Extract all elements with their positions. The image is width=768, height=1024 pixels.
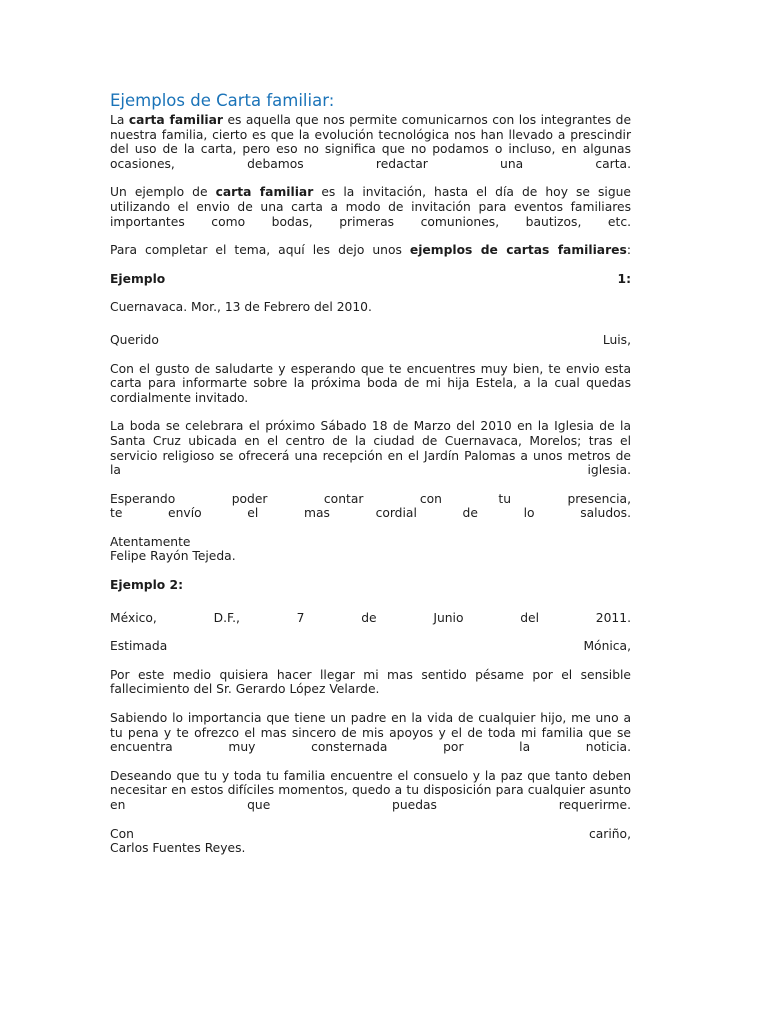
example-2-heading (110, 578, 631, 593)
example-1-closing-line-1: Esperando poder contar con tu presencia, (110, 491, 631, 506)
example-1-heading-word: Ejemplo (110, 271, 166, 286)
example-2-closing-tail: cariño, (589, 826, 631, 841)
example-1-closing-line-2: te envío el mas cordial de lo saludos. (110, 506, 631, 521)
intro-paragraph-1 (110, 113, 631, 171)
intro-p1-text-a: La (110, 113, 125, 127)
example-1-body-1-text: Con el gusto de saludarte y esperando que te encuentres muy bien, te envio esta carta para informarte sobre la próxima boda de mi hija Estela, a la cual quedas cordialmente invitado. (110, 361, 631, 405)
example-2-signature: Carlos Fuentes Reyes. (110, 841, 246, 856)
example-1-salutation-word: Querido (110, 332, 159, 347)
intro-p3-bold: ejemplos de cartas familiares (409, 243, 627, 258)
intro-p1-text-b: es aquella que nos permite comunicarnos con los integrantes de nuestra familia, cierto es que la evolución tecnológica nos han llevado a prescindir del uso de la carta, pero eso no significa que no podamos o incluso, en algunas ocasiones, debamos redactar una carta. (110, 113, 632, 171)
intro-p3-text-a: Para completar el tema, aquí les dejo unos (110, 243, 402, 258)
example-2-body-1 (110, 668, 631, 697)
example-2-date: México, D.F., 7 de Junio del 2011. (110, 610, 631, 625)
document-content (110, 91, 631, 856)
example-2-heading-text: Ejemplo 2: (110, 578, 183, 593)
example-2-salutation-word: Estimada (110, 639, 168, 654)
example-2-salutation (110, 639, 631, 654)
page-title: Ejemplos de Carta familiar: (110, 91, 335, 110)
intro-p2-text-b: es la invitación, hasta el día de hoy se sigue utilizando el envio de una carta a modo de invitación para eventos familiares importantes como bodas, primeras comuniones, bautizos, etc. (110, 185, 631, 229)
example-1-heading-number: 1: (617, 271, 631, 286)
intro-paragraph-2 (110, 185, 631, 229)
example-2-body-2 (110, 711, 631, 755)
example-2-closing (110, 827, 631, 842)
example-2-closing-word: Con (110, 826, 134, 841)
example-2-body-2-text: Sabiendo lo importancia que tiene un padre en la vida de cualquier hijo, me uno a tu pena y te ofrezco el mas sincero de mis apoyos y el de toda mi familia que se encuentra muy consternada por la noticia. (110, 711, 631, 755)
intro-paragraph-3 (110, 243, 631, 258)
example-1-date: Cuernavaca. Mor., 13 de Febrero del 2010. (110, 300, 372, 315)
example-1-signature: Felipe Rayón Tejeda. (110, 549, 236, 564)
example-1-closing (110, 492, 631, 521)
example-1-signoff: Atentamente (110, 534, 191, 549)
example-2-body-3 (110, 769, 631, 813)
intro-p2-bold: carta familiar (215, 185, 314, 200)
intro-p2-text-a: Un ejemplo de (110, 185, 208, 200)
example-2-body-1-text: Por este medio quisiera hacer llegar mi mas sentido pésame por el sensible fallecimiento del Sr. Gerardo López Velarde. (110, 667, 631, 697)
example-1-heading (110, 272, 631, 287)
example-1-signature-block (110, 535, 631, 564)
intro-p3-text-b: : (626, 243, 631, 258)
example-1-body-2-text: La boda se celebrara el próximo Sábado 18 de Marzo del 2010 en la Iglesia de la Santa Cruz ubicada en el centro de la ciudad de Cuernavaca, Morelos; tras el servicio religioso se ofrecerá una recepción en el Jardín Palomas a unos metros de la iglesia. (110, 419, 631, 478)
example-1-body-1 (110, 362, 631, 406)
example-2-salutation-name: Mónica, (583, 639, 631, 654)
example-2-body-3-text: Deseando que tu y toda tu familia encuentre el consuelo y la paz que tanto deben necesitar en estos difíciles momentos, quedo a tu disposición para cualquier asunto en que puedas requerirme. (110, 768, 631, 812)
example-2-closing-block (110, 827, 631, 856)
intro-p1-bold: carta familiar (128, 113, 223, 127)
example-1-salutation-name: Luis, (602, 332, 631, 347)
example-1-body-2 (110, 419, 631, 477)
example-1-salutation (110, 333, 631, 348)
